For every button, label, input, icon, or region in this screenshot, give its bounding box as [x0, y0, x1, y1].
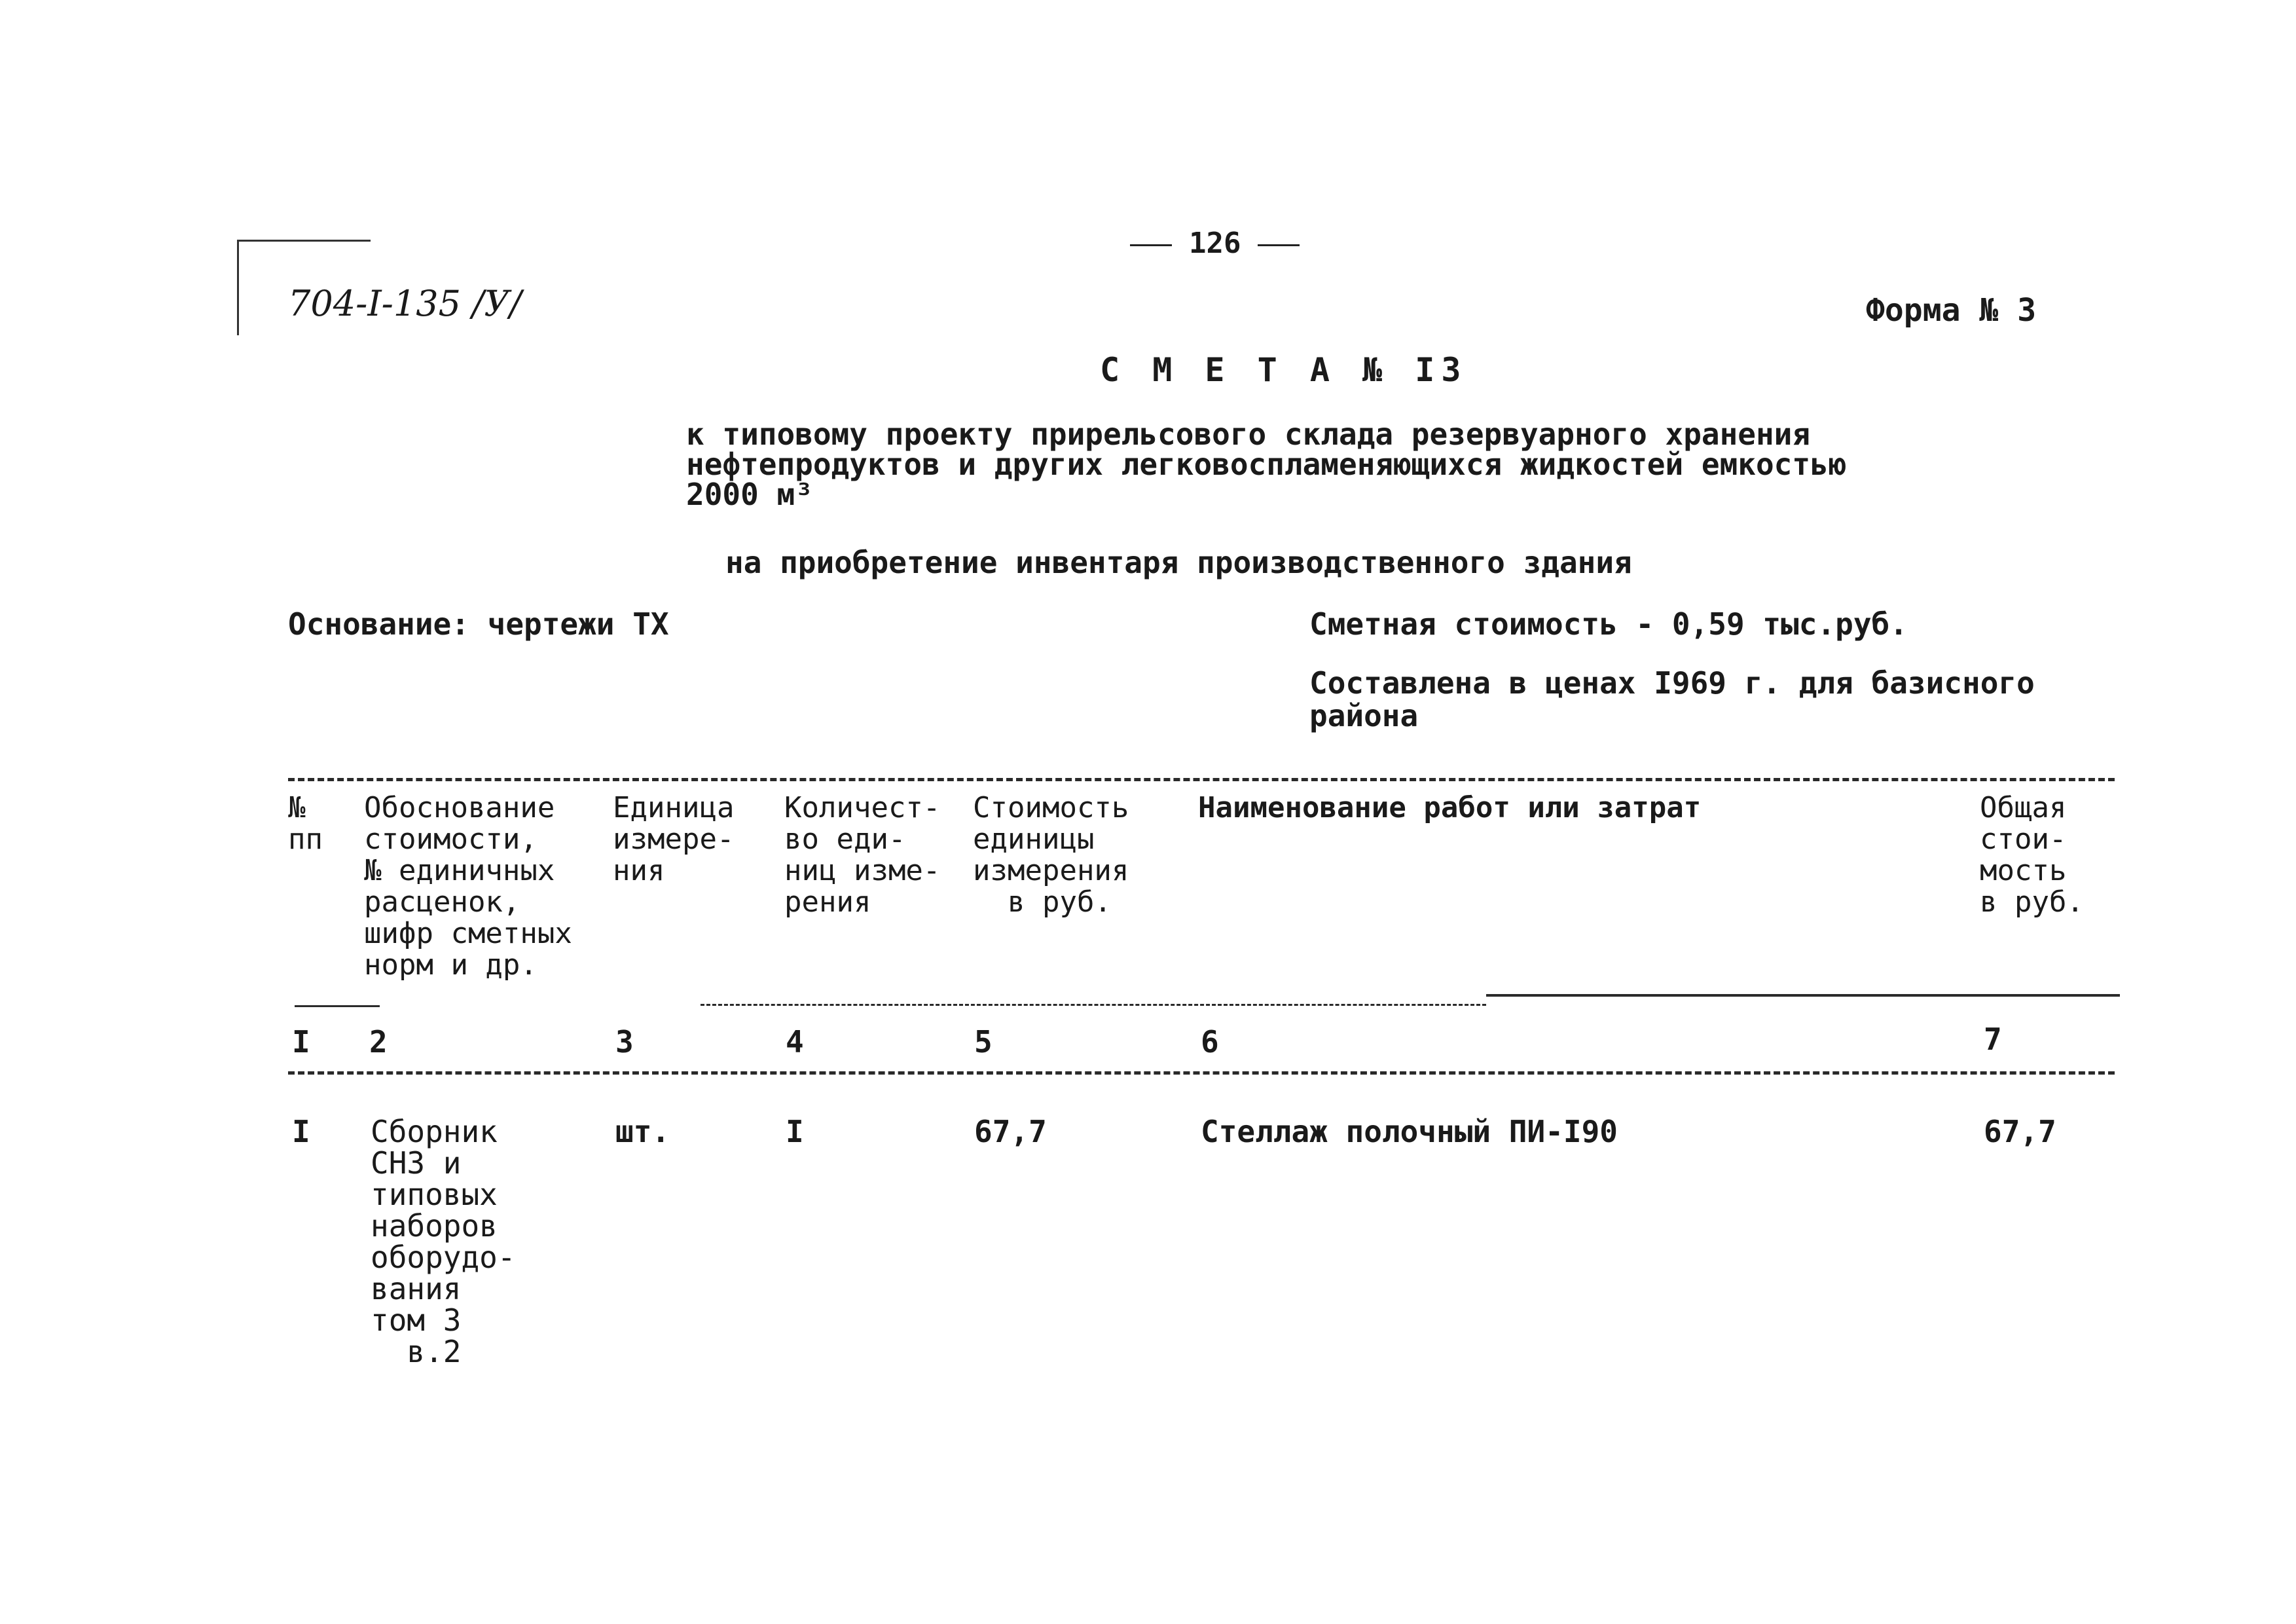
page-number-dash-left — [1130, 244, 1172, 246]
document-purpose: на приобретение инвентаря производственного здания — [725, 545, 1632, 580]
prices-note: Составлена в ценах I969 г. для базисного района — [1309, 665, 2035, 733]
table-top-rule — [288, 778, 2115, 781]
form-label: Форма № 3 — [1866, 292, 2037, 329]
column-numbers-rule — [288, 1071, 2115, 1075]
column-number-1: I — [292, 1024, 310, 1060]
header-unit: Единица измере- ния — [613, 791, 735, 887]
column-number-7: 7 — [1984, 1022, 2002, 1057]
row-1-no: I — [292, 1114, 310, 1149]
header-no: № пп — [288, 791, 323, 856]
header-quantity: Количест- во еди- ниц изме- рения — [784, 791, 941, 919]
estimated-cost: Сметная стоимость - 0,59 тыс.руб. — [1309, 606, 1908, 642]
page-number-dash-right — [1258, 244, 1300, 246]
page-number-text: 126 — [1189, 227, 1241, 260]
row-1-basis: Сборник СНЗ и типовых наборов оборудо- вания том 3 в.2 — [371, 1114, 516, 1369]
basis-text: Основание: чертежи ТХ — [288, 606, 669, 642]
header-bottom-rule-middle — [701, 1004, 1486, 1006]
header-basis: Обоснование стоимости, № единичных расценок, шифр сметных норм и др. — [364, 791, 572, 982]
row-1-unit-cost: 67,7 — [974, 1114, 1047, 1149]
document-subtitle: к типовому проекту прирельсового склада резервуарного хранения нефтепродуктов и других легковоспламеняющихся жидкостей емкостью 2000 м³ — [686, 416, 1847, 512]
row-1-quantity: I — [786, 1114, 804, 1149]
page-number — [1113, 227, 1317, 260]
column-number-5: 5 — [974, 1024, 993, 1060]
header-total-cost: Общая стои- мость в руб. — [1980, 791, 2084, 919]
row-1-work-name: Стеллаж полочный ПИ-I90 — [1201, 1114, 1618, 1149]
row-1-unit: шт. — [615, 1114, 670, 1149]
header-bottom-rule-right — [1486, 994, 2120, 997]
document-title: С М Е Т А № I3 — [1100, 351, 1468, 389]
document-code: 704-I-135 /У/ — [288, 283, 522, 324]
corner-mark-vertical — [237, 240, 239, 335]
corner-mark-horizontal — [237, 240, 371, 242]
header-bottom-rule-left — [295, 1005, 380, 1007]
column-number-2: 2 — [369, 1024, 388, 1060]
row-1-total-cost: 67,7 — [1984, 1114, 2056, 1149]
header-unit-cost: Стоимость единицы измерения в руб. — [973, 791, 1129, 919]
column-number-3: 3 — [615, 1024, 634, 1060]
header-work-name: Наименование работ или затрат — [1198, 791, 1702, 824]
column-number-4: 4 — [786, 1024, 804, 1060]
column-number-6: 6 — [1201, 1024, 1219, 1060]
